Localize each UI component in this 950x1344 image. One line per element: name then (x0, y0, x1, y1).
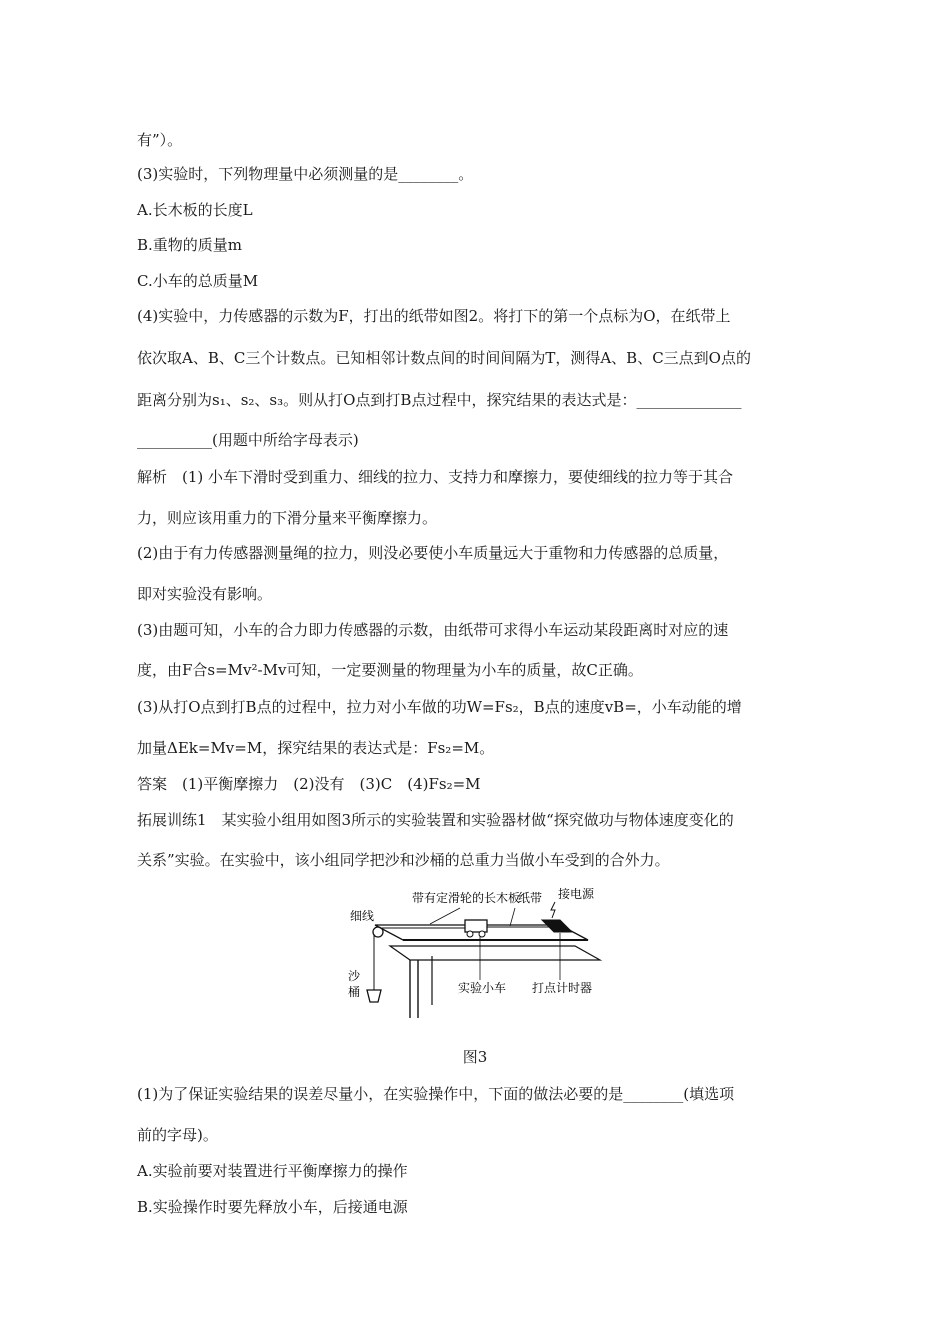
sand-bucket-icon (367, 990, 381, 1002)
label-power: 接电源 (558, 887, 595, 901)
label-bucket-1: 沙 (348, 969, 361, 983)
table-top (390, 946, 600, 960)
text-line: 力，则应该用重力的下滑分量来平衡摩擦力。 (137, 509, 438, 527)
label-timer: 打点计时器 (532, 981, 593, 995)
text-line: 有”）。 (137, 131, 183, 149)
text-line: 距离分别为s₁、s₂、s₃。则从打O点到打B点过程中，探究结果的表达式是：______________ (137, 391, 742, 409)
label-board: 带有定滑轮的长木板 (412, 891, 521, 905)
analysis-heading: 解析 (1) 小车下滑时受到重力、细线的拉力、支持力和摩擦力，要使细线的拉力等于其合 (137, 468, 734, 486)
label-cart: 实验小车 (458, 981, 507, 995)
leader-line (430, 908, 460, 924)
option-a: A.长木板的长度L (137, 201, 253, 219)
label-tape: 纸带 (518, 891, 543, 905)
cart-wheel (467, 931, 473, 937)
text-line: 依次取A、B、C三个计数点。已知相邻计数点间的时间间隔为T，测得A、B、C三点到O点的 (137, 349, 751, 367)
text-line: 度，由F合s=Mv²-Mv可知，一定要测量的物理量为小车的质量，故C正确。 (137, 661, 643, 679)
experiment-diagram (320, 880, 620, 1020)
label-bucket-2: 桶 (348, 985, 361, 999)
text-line: 即对实验没有影响。 (137, 585, 273, 603)
option-b: B.实验操作时要先释放小车，后接通电源 (137, 1198, 408, 1216)
leader-line (510, 908, 515, 926)
extension-heading: 拓展训练1 某实验小组用如图3所示的实验装置和实验器材做“探究做功与物体速度变化的 (137, 811, 734, 829)
power-plug-icon (551, 902, 555, 918)
timer-icon (542, 920, 572, 932)
question-4: (4)实验中，力传感器的示数为F，打出的纸带如图2。将打下的第一个点标为O，在纸带上 (137, 307, 731, 325)
text-line: (3)从打O点到打B点的过程中，拉力对小车做的功W=Fs₂，B点的速度vB=，小车动能的增 (137, 698, 742, 716)
text-line: (3)由题可知，小车的合力即力传感器的示数，由纸带可求得小车运动某段距离时对应的速 (137, 621, 729, 639)
label-string: 细线 (350, 909, 375, 923)
subquestion-1: (1)为了保证实验结果的误差尽量小，在实验操作中，下面的做法必要的是________(填选项 (137, 1085, 735, 1103)
text-line: (2)由于有力传感器测量绳的拉力，则没必要使小车质量远大于重物和力传感器的总质量， (137, 544, 729, 562)
text-line: 关系”实验。在实验中，该小组同学把沙和沙桶的总重力当做小车受到的合外力。 (137, 851, 670, 869)
option-b: B.重物的质量m (137, 236, 243, 254)
text-line: 前的字母)。 (137, 1126, 218, 1144)
answer-line: 答案 (1)平衡摩擦力 (2)没有 (3)C (4)Fs₂=M (137, 775, 481, 793)
text-line: 加量ΔEk=Mv=M，探究结果的表达式是：Fs₂=M。 (137, 739, 495, 757)
option-c: C.小车的总质量M (137, 272, 259, 290)
cart-icon (465, 920, 487, 932)
text-line: __________(用题中所给字母表示) (137, 431, 359, 449)
figure-caption: 图3 (462, 1048, 488, 1066)
question-3: (3)实验时，下列物理量中必须测量的是________。 (137, 165, 474, 183)
option-a: A.实验前要对装置进行平衡摩擦力的操作 (137, 1162, 408, 1180)
